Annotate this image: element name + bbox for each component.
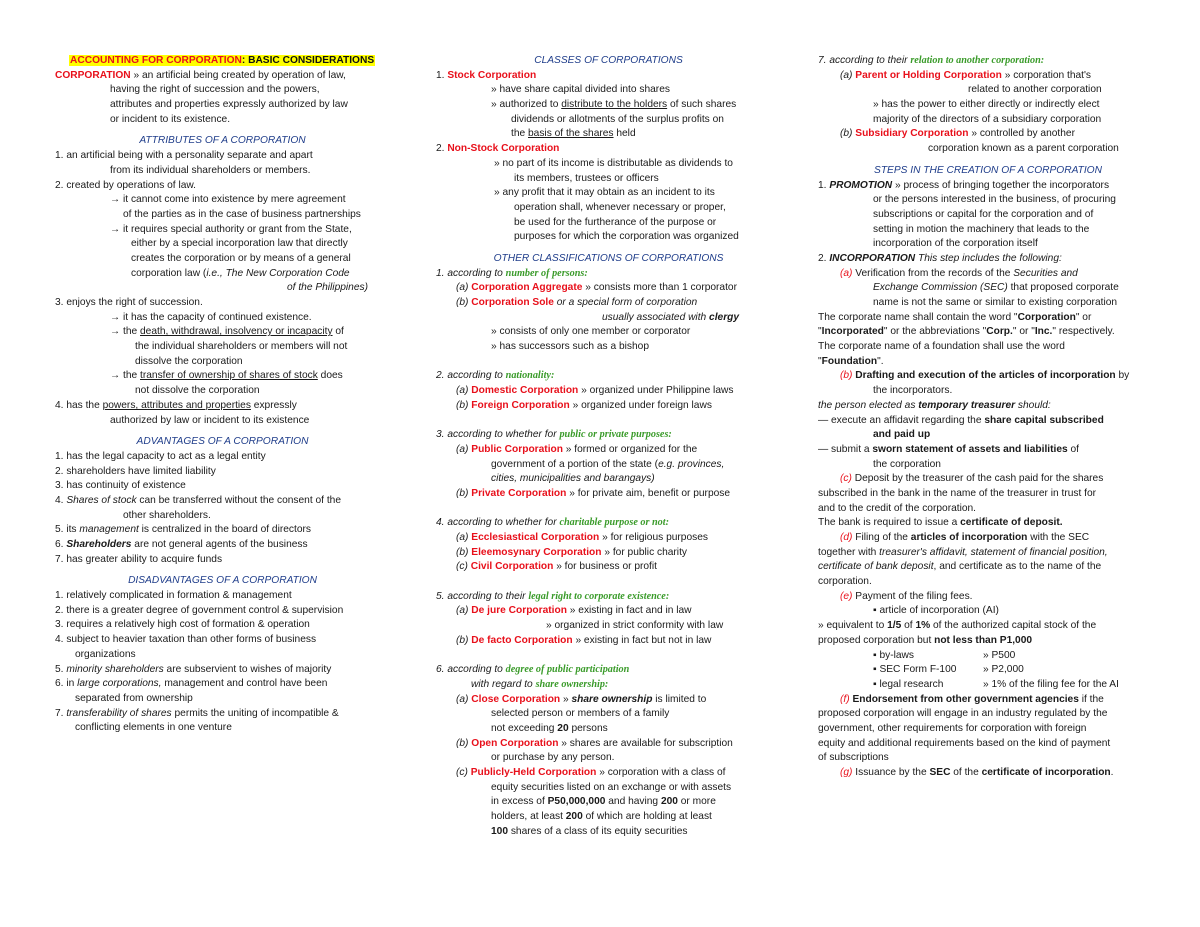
column-middle: CLASSES OF CORPORATIONS 1. Stock Corporation » have share capital divided into shares » authorized to distribute to the holders of such shares dividends or allotments of the surplus profits on the basis of the shares held 2. Non-Stock Corporation » no part of its income is distributable as dividends to its members, trustees or officers » any profit that it may obtain as an incident to its operation shall, whenever necessary or proper, be used for the furtherance of the purpose or purposes for which the corporation was organized OTHER CLASSIFICATIONS OF CORPORATIONS 1. according to number of persons: (a) Corporation Aggregate » consists more than 1 corporator (b) Corporation Sole or a special form of corporation usually associated with clergy » consists of only one member or corporator » has successors such as a bishop 2. according to nationality: (a) Domestic Corporation » organized under Philippine laws (b) Foreign Corporation » organized under foreign laws 3. according to whether for public or private purposes: (a) Public Corporation » formed or organized for the government of a portion of the state (e.g. provinces, cities, municipalities and barangays) (b) Private Corporation » for private aim, benefit or purpose 4. according to whether for charitable purpose or not: (a) Ecclesiastical Corporation » for religious purposes (b) Eleemosynary Corporation » for public charity (c) Civil Corporation » for business or profit 5. according to their legal right to corporate existence: (a) De jure Corporation » existing in fact and in law » organized in strict conformity with law (b) De facto Corporation » existing in fact but not in law 6. according to degree of public participation with regard to share ownership: (a) Close Corporation » share ownership is limited to selected person or members of a family not exceeding 20 persons (b) Open Corporation » shares are available for subscription or purchase by any person. (c) Publicly-Held Corporation » corporation with a class of equity securities listed on an exchange or with assets in excess of P50,000,000 and having 200 or more holders, at least 200 of which are holding at least 100 shares of a class of its equity securities bbox=[436, 54, 781, 839]
list-item: 7. has greater ability to acquire funds bbox=[55, 553, 223, 565]
list-item: 7. transferability of shares permits the uniting of incompatible & bbox=[55, 707, 339, 719]
steps-heading: STEPS IN THE CREATION OF A CORPORATION bbox=[874, 164, 1102, 176]
column-left: ACCOUNTING FOR CORPORATION: BASIC CONSIDERATIONS CORPORATION » an artificial being created by operation of law, having the right of succession and the powers, attributes and properties expressly authorized by law or incident to its existence. ATTRIBUTES OF A CORPORATION 1. an artificial being with a personality separate and apart from its individual shareholders or members. 2. created by operations of law. → it cannot come into existence by mere agreement of the parties as in the case of business partnerships → it requires special authority or grant from the State, either by a special incorporation law that directly creates the corporation or by means of a general corporation law (i.e., The New Corporation Code of the Philippines) 3. enjoys the right of succession. → it has the capacity of continued existence. → the death, withdrawal, insolvency or incapacity of the individual shareholders or members will not dissolve the corporation → the transfer of ownership of shares of stock does not dissolve the corporation 4. has the powers, attributes and properties expressly authorized by law or incident to its existence ADVANTAGES OF A CORPORATION 1. has the legal capacity to act as a legal entity 2. shareholders have limited liability 3. has continuity of existence 4. Shares of stock can be transferred without the consent of the other shareholders. 5. its management is centralized in the board of directors 6. Shareholders are not general agents of the business 7. has greater ability to acquire funds DISADVANTAGES OF A CORPORATION 1. relatively complicated in formation & management 2. there is a greater degree of government control & supervision 3. requires a relatively high cost of formation & operation 4. subject to heavier taxation than other forms of business organizations 5. minority shareholders are subservient to wishes of majority 6. in large corporations, management and control have been separated from ownership 7. transferability of shares permits the uniting of incompatible & conflicting elements in one venture bbox=[55, 54, 390, 736]
disadvantages-heading: DISADVANTAGES OF A CORPORATION bbox=[128, 575, 317, 587]
list-item: 4. Shares of stock can be transferred without the consent of the bbox=[55, 494, 341, 506]
list-item: 1. has the legal capacity to act as a legal entity bbox=[55, 450, 266, 462]
list-item: 5. minority shareholders are subservient to wishes of majority bbox=[55, 663, 332, 675]
classes-heading: CLASSES OF CORPORATIONS bbox=[534, 55, 683, 66]
list-item: 6. in large corporations, management and control have been bbox=[55, 678, 328, 690]
list-item: 1. relatively complicated in formation & management bbox=[55, 590, 292, 602]
attributes-heading: ATTRIBUTES OF A CORPORATION bbox=[139, 135, 306, 147]
list-item: 6. Shareholders are not general agents of the business bbox=[55, 539, 308, 550]
corporation-definition: CORPORATION » an artificial being created by operation of law, bbox=[55, 69, 346, 81]
advantages-heading: ADVANTAGES OF A CORPORATION bbox=[136, 436, 309, 448]
other-classifications-heading: OTHER CLASSIFICATIONS OF CORPORATIONS bbox=[493, 252, 724, 264]
list-item: 2. there is a greater degree of government control & supervision bbox=[55, 604, 344, 616]
fee-row: ▪ legal research » 1% of the filing fee for the AI bbox=[873, 678, 1119, 690]
list-item: 3. has continuity of existence bbox=[55, 480, 186, 492]
list-item: 5. its management is centralized in the board of directors bbox=[55, 524, 311, 536]
list-item: 4. subject to heavier taxation than other forms of business bbox=[55, 634, 317, 646]
fee-row: ▪ SEC Form F-100 » P2,000 bbox=[873, 664, 1024, 676]
fee-row: ▪ by-laws » P500 bbox=[873, 649, 1016, 661]
column-right: 7. according to their relation to another corporation: (a) Parent or Holding Corporation » corporation that's related to another corporation » has the power to either directly or indirectly elect majority of the directors of a subsidiary corporation (b) Subsidiary Corporation » controlled by another corporation known as a parent corporation STEPS IN THE CREATION OF A CORPORATION 1. PROMOTION » process of bringing together the incorporators or the persons interested in the business, of procuring subscriptions or capital for the corporation and of setting in motion the machinery that leads to the incorporation of the corporation itself 2. INCORPORATION This step includes the following: (a) Verification from the records of the Securities and Exchange Commission (SEC) that proposed corporate name is not the same or similar to existing corporation The corporate name shall contain the word "Corporation" or "Incorporated" or the abbreviations "Corp." or "Inc." respectively. The corporate name of a foundation shall use the word "Foundation". (b) Drafting and execution of the articles of incorporation by the incorporators. the person elected as temporary treasurer should: — execute an affidavit regarding the share capital subscribed and paid up — submit a sworn statement of assets and liabilities of the corporation (c) Deposit by the treasurer of the cash paid for the shares subscribed in the bank in the name of the treasurer in trust for and to the credit of the corporation. The bank is required to issue a certificate of deposit. (d) Filing of the articles of incorporation with the SEC together with treasurer's affidavit, statement of financial position, certificate of bank deposit, and certificate as to the name of the corporation. (e) Payment of the filing fees. ▪ article of incorporation (AI) » equivalent to 1/5 of 1% of the authorized capital stock of the proposed corporation but not less than P1,000 ▪ by-laws » P500 ▪ SEC Form F-100 » P2,000 ▪ legal research » 1% of the filing fee for the AI (f) Endorsement from other government agencies if the proposed corporation will engage in an industry regulated by the government, other requirements for corporation with foreign equity and additional requirements based on the kind of payment of subscriptions (g) Issuance by the SEC of the certificate of incorporation. bbox=[818, 54, 1158, 781]
list-item: 3. requires a relatively high cost of formation & operation bbox=[55, 619, 310, 631]
list-item: 2. shareholders have limited liability bbox=[55, 465, 216, 477]
document-title: ACCOUNTING FOR CORPORATION: BASIC CONSIDERATIONS bbox=[70, 55, 375, 66]
